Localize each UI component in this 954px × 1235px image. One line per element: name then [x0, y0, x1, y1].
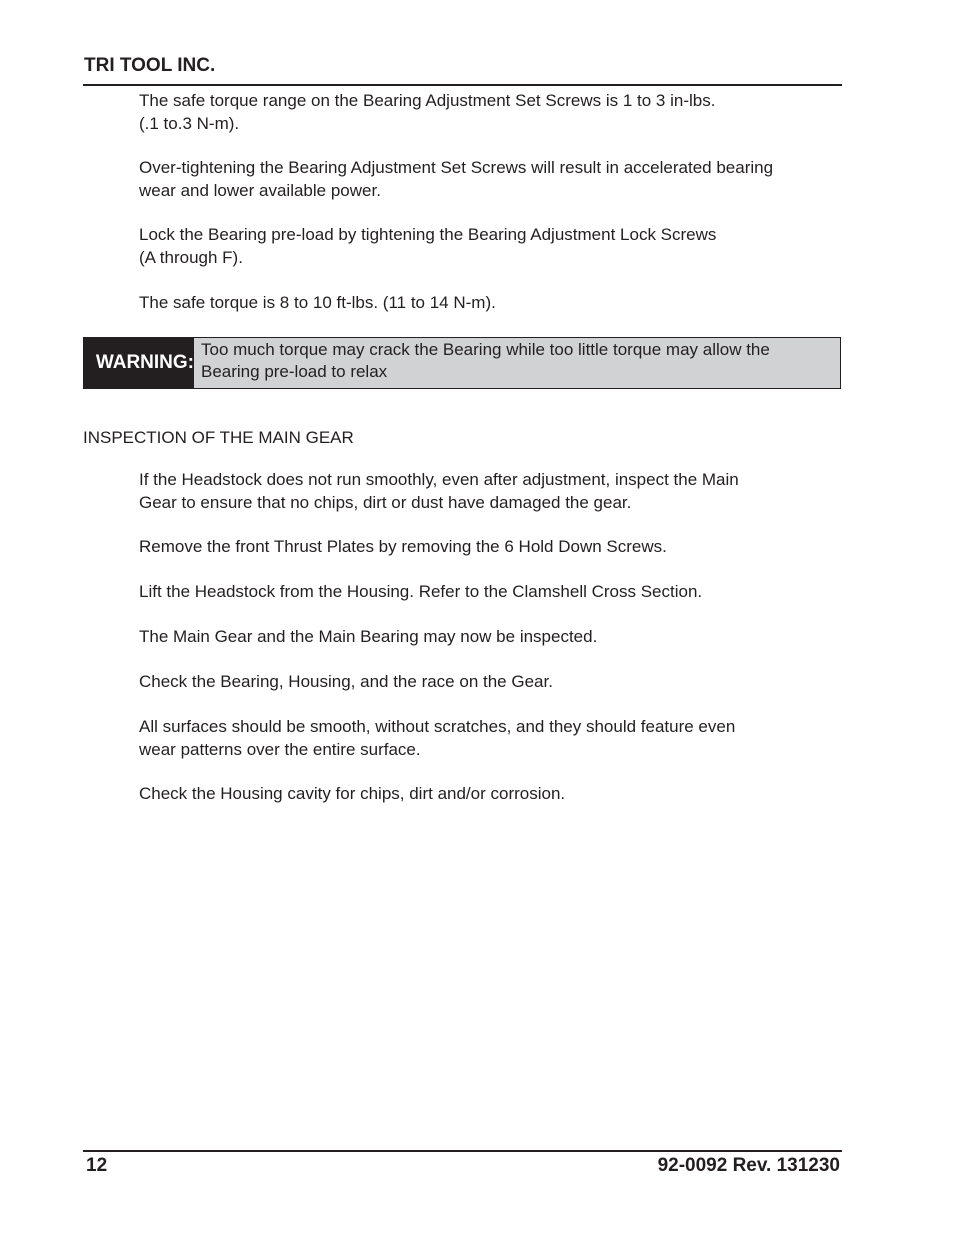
paragraph-line: The Main Gear and the Main Bearing may now be inspected. [139, 627, 598, 646]
warning-line: Bearing pre-load to relax [201, 362, 388, 381]
warning-box [83, 337, 841, 389]
paragraph-line: Over-tightening the Bearing Adjustment Set Screws will result in accelerated bearing [139, 158, 774, 177]
paragraph-lift-headstock [139, 581, 839, 604]
footer-divider [83, 1150, 842, 1152]
paragraph-line: Lock the Bearing pre-load by tightening the Bearing Adjustment Lock Screws [139, 225, 717, 244]
document-number: 92-0092 Rev. 131230 [657, 1155, 840, 1176]
header-divider [83, 84, 842, 86]
paragraph-line: Check the Housing cavity for chips, dirt and/or corrosion. [139, 784, 566, 803]
warning-label: WARNING: [84, 338, 194, 388]
paragraph-line: (.1 to.3 N-m). [139, 113, 240, 133]
paragraph-inspect-main-gear [139, 469, 839, 514]
paragraph-lock-preload [139, 224, 839, 269]
paragraph-line: The safe torque range on the Bearing Adjustment Set Screws is 1 to 3 in-lbs. [139, 91, 716, 110]
paragraph-inspect-gear-bearing [139, 626, 839, 649]
paragraph-set-screw-torque [139, 90, 839, 135]
paragraph-line: wear and lower available power. [139, 180, 381, 200]
paragraph-line: If the Headstock does not run smoothly, even after adjustment, inspect the Main [139, 470, 739, 489]
paragraph-remove-thrust-plates [139, 536, 839, 559]
warning-text [194, 338, 840, 388]
paragraph-check-bearing [139, 671, 839, 694]
section-heading: INSPECTION OF THE MAIN GEAR [83, 428, 354, 447]
paragraph-line: All surfaces should be smooth, without scratches, and they should feature even [139, 717, 736, 736]
paragraph-surfaces-smooth [139, 716, 839, 761]
company-name: TRI TOOL INC. [84, 55, 216, 76]
paragraph-line: Remove the front Thrust Plates by removing the 6 Hold Down Screws. [139, 537, 667, 556]
paragraph-check-housing-cavity [139, 783, 839, 806]
paragraph-over-tightening [139, 157, 839, 202]
paragraph-line: (A through F). [139, 247, 243, 267]
paragraph-line: wear patterns over the entire surface. [139, 739, 421, 759]
paragraph-line: The safe torque is 8 to 10 ft-lbs. (11 to 14 N-m). [139, 293, 496, 312]
paragraph-line: Lift the Headstock from the Housing. Refer to the Clamshell Cross Section. [139, 582, 703, 601]
paragraph-lock-screw-torque [139, 292, 839, 315]
page-number: 12 [86, 1155, 108, 1176]
paragraph-line: Gear to ensure that no chips, dirt or dust have damaged the gear. [139, 492, 632, 512]
paragraph-line: Check the Bearing, Housing, and the race on the Gear. [139, 672, 553, 691]
warning-line: Too much torque may crack the Bearing while too little torque may allow the [201, 340, 770, 359]
